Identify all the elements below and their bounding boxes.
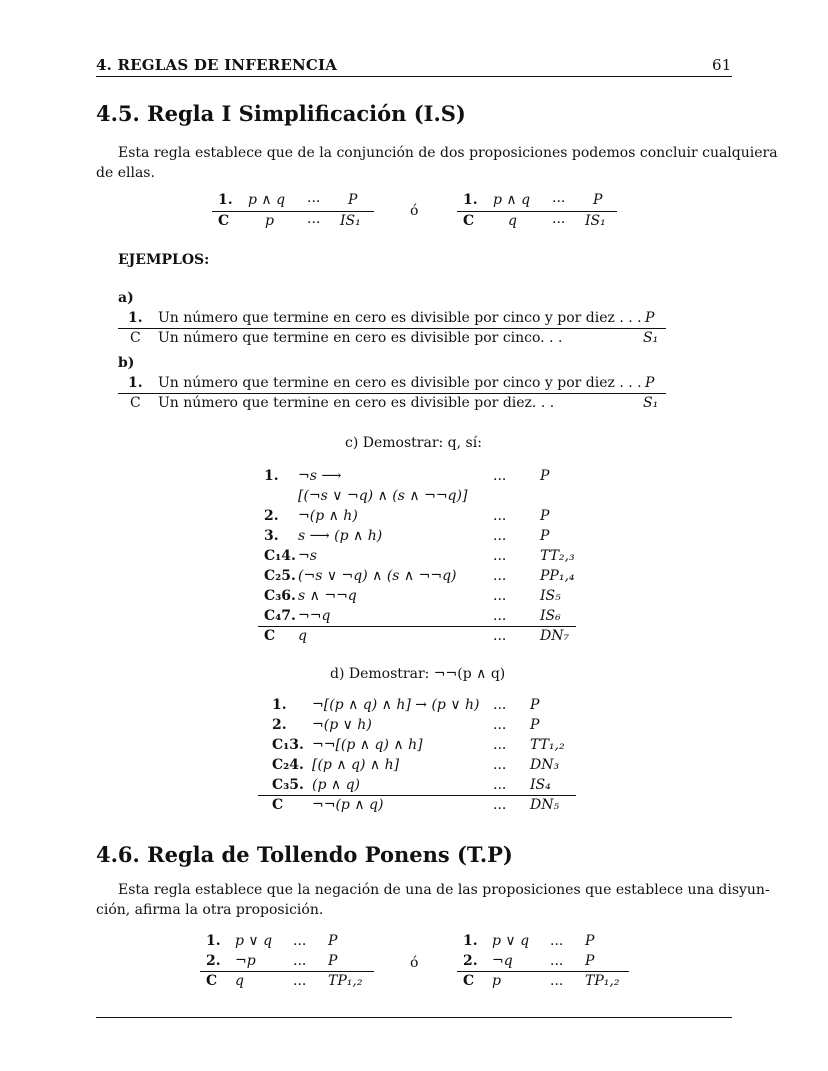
dots: ...: [493, 737, 507, 753]
inference-line: [258, 795, 576, 796]
dots: ...: [552, 190, 566, 206]
formula: [(p ∧ q) ∧ h]: [312, 757, 400, 773]
formula: s ⟶ (p ∧ h): [298, 528, 383, 544]
formula: ¬q: [492, 953, 513, 969]
justification: S₁: [643, 395, 659, 411]
justification: P: [645, 310, 655, 326]
paragraph-line: de ellas.: [96, 165, 155, 181]
line-number: 1.: [206, 933, 221, 949]
justification: P: [593, 192, 603, 208]
formula: ¬(p ∧ h): [298, 508, 358, 524]
line-number: 1.: [264, 468, 279, 484]
inference-line: [457, 211, 617, 212]
line-number: 1.: [463, 192, 478, 208]
justification: DN₅: [530, 797, 560, 813]
justification: P: [530, 697, 540, 713]
formula: ¬s: [298, 548, 317, 564]
justification: P: [585, 933, 595, 949]
justification: IS₁: [585, 213, 606, 229]
paragraph-line: ción, afirma la otra proposición.: [96, 902, 324, 918]
dots: ...: [493, 777, 507, 793]
line-number: C₁4.: [264, 548, 296, 564]
line-number: C₂5.: [264, 568, 296, 584]
formula: ¬¬q: [298, 608, 331, 624]
dots: ...: [307, 190, 321, 206]
conclusion-text: Un número que termine en cero es divisible por diez. . .: [158, 395, 555, 411]
justification: IS₁: [340, 213, 361, 229]
inference-line: [118, 328, 666, 329]
formula: p: [492, 973, 501, 989]
dots: ...: [550, 953, 564, 969]
justification: IS₆: [540, 608, 561, 624]
line-number: C₃5.: [272, 777, 304, 793]
formula: [(¬s ∨ ¬q) ∧ (s ∧ ¬¬q)]: [298, 488, 468, 504]
dots: ...: [493, 588, 507, 604]
dots: ...: [493, 568, 507, 584]
dots: ...: [493, 548, 507, 564]
page-number: 61: [712, 56, 732, 74]
dots: ...: [293, 953, 307, 969]
dots: ...: [307, 211, 321, 227]
formula: p: [265, 213, 274, 229]
paragraph-line: Esta regla establece que la negación de una de las proposiciones que establece una disyun-: [118, 882, 770, 898]
formula: (¬s ∨ ¬q) ∧ (s ∧ ¬¬q): [298, 568, 457, 584]
line-number: 3.: [264, 528, 279, 544]
formula: ¬[(p ∧ q) ∧ h] → (p ∨ h): [312, 697, 480, 713]
formula: s ∧ ¬¬q: [298, 588, 357, 604]
line-number: C₂4.: [272, 757, 304, 773]
justification: P: [540, 468, 550, 484]
justification: P: [645, 375, 655, 391]
line-number: C: [218, 213, 230, 229]
justification: TT₂,₃: [540, 548, 575, 564]
or-separator: ó: [410, 955, 419, 971]
dots: ...: [293, 973, 307, 989]
running-header-title: 4. REGLAS DE INFERENCIA: [96, 56, 338, 74]
justification: IS₅: [540, 588, 561, 604]
line-number: C: [206, 973, 218, 989]
dots: ...: [493, 797, 507, 813]
examples-heading: EJEMPLOS:: [118, 252, 210, 268]
line-number: 1.: [272, 697, 287, 713]
header-rule: [96, 76, 732, 77]
conclusion-text: Un número que termine en cero es divisible por cinco. . .: [158, 330, 563, 346]
justification: P: [328, 933, 338, 949]
line-number: 1.: [463, 933, 478, 949]
formula: p ∨ q: [235, 933, 273, 949]
dots: ...: [550, 933, 564, 949]
line-number: C: [272, 797, 284, 813]
line-number: C: [463, 973, 475, 989]
justification: P: [328, 953, 338, 969]
paragraph-line: Esta regla establece que de la conjunción de dos proposiciones podemos concluir cualquiera: [118, 145, 778, 161]
dots: ...: [493, 717, 507, 733]
dots: ...: [493, 528, 507, 544]
example-c-title: c) Demostrar: q, sí:: [345, 435, 482, 451]
inference-line: [200, 971, 374, 972]
line-number: 2.: [264, 508, 279, 524]
justification: TP₁,₂: [585, 973, 620, 989]
example-label: a): [118, 290, 134, 306]
line-number: 1.: [128, 375, 143, 391]
or-separator: ó: [410, 203, 419, 219]
example-d-title: d) Demostrar: ¬¬(p ∧ q): [330, 666, 506, 682]
justification: P: [348, 192, 358, 208]
justification: P: [530, 717, 540, 733]
dots: ...: [493, 757, 507, 773]
formula: p ∧ q: [248, 192, 286, 208]
justification: P: [540, 508, 550, 524]
formula: ¬¬[(p ∧ q) ∧ h]: [312, 737, 423, 753]
inference-line: [212, 211, 374, 212]
justification: S₁: [643, 330, 659, 346]
line-number: 2.: [272, 717, 287, 733]
formula: ¬p: [235, 953, 256, 969]
justification: P: [540, 528, 550, 544]
dots: ...: [552, 211, 566, 227]
dots: ...: [493, 468, 507, 484]
dots: ...: [493, 628, 507, 644]
line-number: 1.: [218, 192, 233, 208]
line-number: C: [130, 395, 141, 411]
formula: ¬(p ∨ h): [312, 717, 372, 733]
line-number: 2.: [206, 953, 221, 969]
formula: q: [235, 973, 244, 989]
line-number: C₁3.: [272, 737, 304, 753]
dots: ...: [493, 508, 507, 524]
dots: ...: [493, 608, 507, 624]
justification: DN₃: [530, 757, 560, 773]
line-number: C: [264, 628, 276, 644]
dots: ...: [293, 933, 307, 949]
section-title-4-6: 4.6. Regla de Tollendo Ponens (T.P): [96, 842, 513, 867]
section-title-4-5: 4.5. Regla I Simplificación (I.S): [96, 101, 466, 126]
line-number: C₄7.: [264, 608, 296, 624]
line-number: 1.: [128, 310, 143, 326]
formula: p ∨ q: [492, 933, 530, 949]
line-number: C₃6.: [264, 588, 296, 604]
formula: q: [298, 628, 307, 644]
formula: (p ∧ q): [312, 777, 360, 793]
justification: TT₁,₂: [530, 737, 565, 753]
line-number: 2.: [463, 953, 478, 969]
inference-line: [457, 971, 629, 972]
footer-rule: [96, 1017, 732, 1018]
formula: q: [508, 213, 517, 229]
formula: p ∧ q: [493, 192, 531, 208]
formula: ¬¬(p ∧ q): [312, 797, 384, 813]
formula: ¬s ⟶: [298, 468, 342, 484]
justification: PP₁,₄: [540, 568, 575, 584]
justification: TP₁,₂: [328, 973, 363, 989]
dots: ...: [493, 697, 507, 713]
premise-text: Un número que termine en cero es divisible por cinco y por diez . . .: [158, 375, 642, 391]
premise-text: Un número que termine en cero es divisible por cinco y por diez . . .: [158, 310, 642, 326]
inference-line: [258, 626, 576, 627]
justification: DN₇: [540, 628, 570, 644]
justification: P: [585, 953, 595, 969]
line-number: C: [130, 330, 141, 346]
line-number: C: [463, 213, 475, 229]
example-label: b): [118, 355, 135, 371]
inference-line: [118, 393, 666, 394]
dots: ...: [550, 973, 564, 989]
justification: IS₄: [530, 777, 551, 793]
